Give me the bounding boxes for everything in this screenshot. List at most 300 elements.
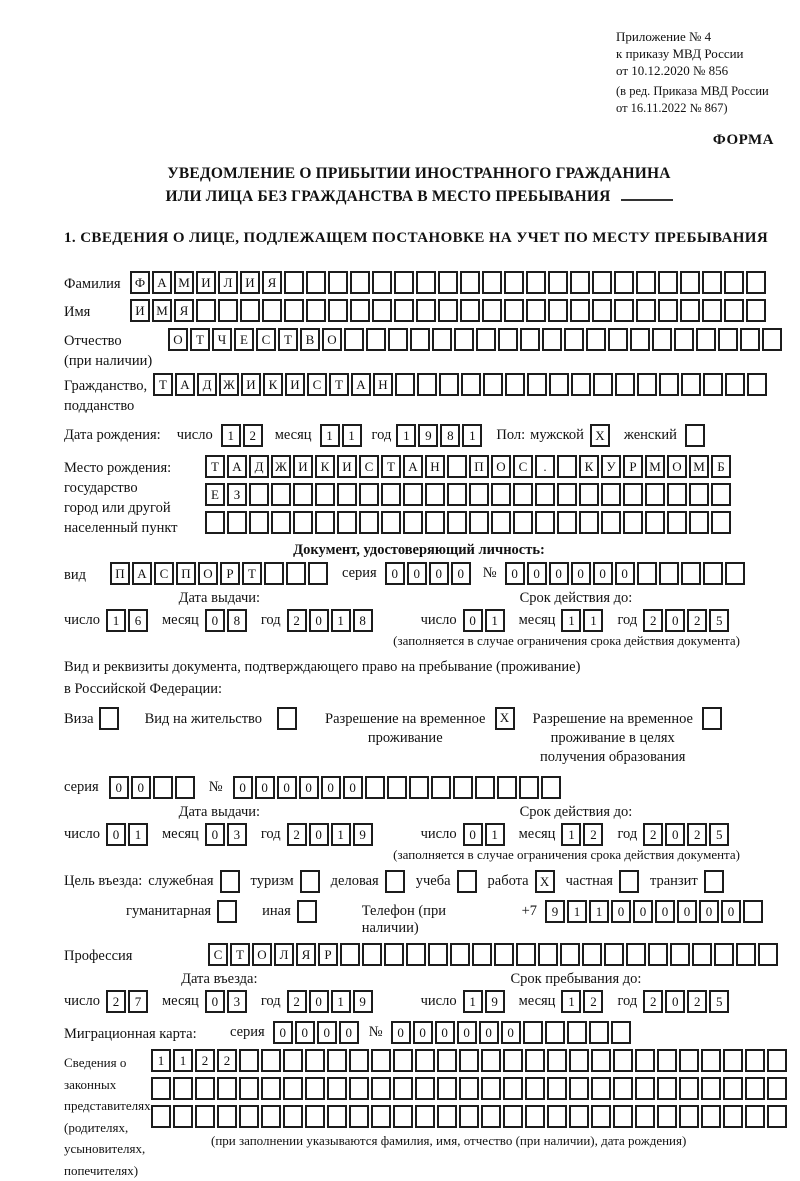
char-cell[interactable] (567, 1021, 587, 1044)
char-cell[interactable] (523, 1021, 543, 1044)
char-cell[interactable]: 1 (331, 823, 351, 846)
char-cell[interactable] (240, 299, 260, 322)
char-cell[interactable]: 7 (128, 990, 148, 1013)
char-cell[interactable] (592, 271, 612, 294)
char-cell[interactable]: А (227, 455, 247, 478)
char-cell[interactable]: 1 (485, 823, 505, 846)
char-cell[interactable]: Д (197, 373, 217, 396)
char-cell[interactable] (636, 299, 656, 322)
char-cell[interactable] (747, 373, 767, 396)
char-cell[interactable]: С (513, 455, 533, 478)
char-cell[interactable]: . (535, 455, 555, 478)
char-cell[interactable] (328, 271, 348, 294)
char-cell[interactable] (746, 299, 766, 322)
char-cell[interactable] (447, 455, 467, 478)
char-cell[interactable]: 1 (561, 990, 581, 1013)
char-cell[interactable] (613, 1105, 633, 1128)
char-cell[interactable] (503, 1105, 523, 1128)
char-cell[interactable] (428, 943, 448, 966)
char-cell[interactable] (579, 483, 599, 506)
char-cell[interactable]: А (132, 562, 152, 585)
char-cell[interactable] (614, 299, 634, 322)
char-cell[interactable] (388, 328, 408, 351)
char-cell[interactable] (173, 1105, 193, 1128)
char-cell[interactable] (723, 1077, 743, 1100)
char-cell[interactable]: Б (711, 455, 731, 478)
char-cell[interactable]: 9 (418, 424, 438, 447)
char-cell[interactable]: 3 (227, 990, 247, 1013)
char-cell[interactable] (526, 271, 546, 294)
char-cell[interactable]: 1 (463, 990, 483, 1013)
char-cell[interactable] (457, 870, 477, 893)
char-cell[interactable]: 1 (485, 609, 505, 632)
char-cell[interactable] (670, 943, 690, 966)
char-cell[interactable] (371, 1077, 391, 1100)
char-cell[interactable] (337, 511, 357, 534)
char-cell[interactable]: П (110, 562, 130, 585)
char-cell[interactable] (740, 328, 760, 351)
char-cell[interactable] (249, 483, 269, 506)
char-cell[interactable] (680, 271, 700, 294)
char-cell[interactable] (513, 511, 533, 534)
char-cell[interactable] (659, 562, 679, 585)
char-cell[interactable] (689, 511, 709, 534)
char-cell[interactable]: 0 (391, 1021, 411, 1044)
char-cell[interactable] (283, 1049, 303, 1072)
char-cell[interactable] (469, 483, 489, 506)
char-cell[interactable] (293, 483, 313, 506)
char-cell[interactable] (591, 1077, 611, 1100)
char-cell[interactable] (569, 1049, 589, 1072)
char-cell[interactable]: 0 (205, 823, 225, 846)
char-cell[interactable]: 0 (435, 1021, 455, 1044)
char-cell[interactable]: О (168, 328, 188, 351)
char-cell[interactable] (648, 943, 668, 966)
char-cell[interactable]: Д (249, 455, 269, 478)
char-cell[interactable] (217, 1105, 237, 1128)
char-cell[interactable] (503, 1049, 523, 1072)
char-cell[interactable] (657, 1077, 677, 1100)
char-cell[interactable]: Р (220, 562, 240, 585)
char-cell[interactable]: 0 (407, 562, 427, 585)
char-cell[interactable] (692, 943, 712, 966)
char-cell[interactable]: И (285, 373, 305, 396)
char-cell[interactable] (284, 271, 304, 294)
char-cell[interactable] (365, 776, 385, 799)
char-cell[interactable] (569, 1105, 589, 1128)
char-cell[interactable] (410, 328, 430, 351)
char-cell[interactable]: 8 (227, 609, 247, 632)
char-cell[interactable] (548, 299, 568, 322)
char-cell[interactable]: 0 (317, 1021, 337, 1044)
char-cell[interactable] (459, 1077, 479, 1100)
char-cell[interactable] (403, 483, 423, 506)
char-cell[interactable]: 0 (109, 776, 129, 799)
char-cell[interactable] (227, 511, 247, 534)
char-cell[interactable] (696, 328, 716, 351)
char-cell[interactable]: 0 (721, 900, 741, 923)
char-cell[interactable] (570, 271, 590, 294)
char-cell[interactable]: 0 (633, 900, 653, 923)
char-cell[interactable] (736, 943, 756, 966)
char-cell[interactable] (745, 1105, 765, 1128)
char-cell[interactable] (723, 1105, 743, 1128)
char-cell[interactable] (724, 271, 744, 294)
char-cell[interactable] (701, 1077, 721, 1100)
char-cell[interactable] (359, 483, 379, 506)
char-cell[interactable]: 0 (309, 609, 329, 632)
char-cell[interactable] (548, 271, 568, 294)
char-cell[interactable] (718, 328, 738, 351)
char-cell[interactable] (645, 483, 665, 506)
char-cell[interactable] (626, 943, 646, 966)
char-cell[interactable]: Е (234, 328, 254, 351)
char-cell[interactable]: М (645, 455, 665, 478)
char-cell[interactable]: Я (174, 299, 194, 322)
char-cell[interactable] (453, 776, 473, 799)
char-cell[interactable] (525, 1105, 545, 1128)
char-cell[interactable] (560, 943, 580, 966)
char-cell[interactable] (557, 483, 577, 506)
char-cell[interactable] (153, 776, 173, 799)
char-cell[interactable] (481, 1105, 501, 1128)
char-cell[interactable] (703, 373, 723, 396)
char-cell[interactable]: П (469, 455, 489, 478)
char-cell[interactable] (151, 1077, 171, 1100)
char-cell[interactable] (220, 870, 240, 893)
char-cell[interactable]: 2 (643, 823, 663, 846)
char-cell[interactable] (591, 1105, 611, 1128)
char-cell[interactable] (703, 562, 723, 585)
char-cell[interactable] (582, 943, 602, 966)
char-cell[interactable] (547, 1105, 567, 1128)
char-cell[interactable] (592, 299, 612, 322)
char-cell[interactable] (337, 483, 357, 506)
char-cell[interactable] (217, 900, 237, 923)
char-cell[interactable] (409, 776, 429, 799)
char-cell[interactable]: 1 (561, 609, 581, 632)
char-cell[interactable]: И (196, 271, 216, 294)
char-cell[interactable]: 0 (457, 1021, 477, 1044)
char-cell[interactable] (701, 1105, 721, 1128)
char-cell[interactable] (371, 1105, 391, 1128)
char-cell[interactable]: И (130, 299, 150, 322)
char-cell[interactable] (591, 1049, 611, 1072)
char-cell[interactable]: 2 (643, 609, 663, 632)
char-cell[interactable] (415, 1105, 435, 1128)
char-cell[interactable] (482, 299, 502, 322)
char-cell[interactable]: 2 (243, 424, 263, 447)
char-cell[interactable]: 1 (331, 609, 351, 632)
char-cell[interactable]: Т (329, 373, 349, 396)
char-cell[interactable] (472, 943, 492, 966)
char-cell[interactable]: Н (425, 455, 445, 478)
char-cell[interactable]: 2 (195, 1049, 215, 1072)
char-cell[interactable] (542, 328, 562, 351)
char-cell[interactable]: 1 (128, 823, 148, 846)
char-cell[interactable] (681, 373, 701, 396)
char-cell[interactable] (549, 373, 569, 396)
char-cell[interactable] (503, 1077, 523, 1100)
char-cell[interactable] (519, 776, 539, 799)
char-cell[interactable] (702, 271, 722, 294)
char-cell[interactable]: 5 (709, 823, 729, 846)
char-cell[interactable] (746, 271, 766, 294)
char-cell[interactable] (635, 1105, 655, 1128)
char-cell[interactable]: 0 (615, 562, 635, 585)
char-cell[interactable] (417, 373, 437, 396)
char-cell[interactable] (403, 511, 423, 534)
char-cell[interactable] (362, 943, 382, 966)
char-cell[interactable] (406, 943, 426, 966)
char-cell[interactable] (481, 1077, 501, 1100)
char-cell[interactable] (674, 328, 694, 351)
char-cell[interactable]: 2 (106, 990, 126, 1013)
char-cell[interactable] (394, 299, 414, 322)
char-cell[interactable] (454, 328, 474, 351)
char-cell[interactable]: У (601, 455, 621, 478)
char-cell[interactable] (516, 943, 536, 966)
char-cell[interactable]: 2 (687, 609, 707, 632)
char-cell[interactable] (767, 1105, 787, 1128)
char-cell[interactable] (743, 900, 763, 923)
char-cell[interactable]: 1 (561, 823, 581, 846)
char-cell[interactable]: 3 (227, 823, 247, 846)
char-cell[interactable] (381, 483, 401, 506)
char-cell[interactable]: М (689, 455, 709, 478)
char-cell[interactable] (450, 943, 470, 966)
char-cell[interactable] (538, 943, 558, 966)
char-cell[interactable] (393, 1105, 413, 1128)
char-cell[interactable]: 0 (295, 1021, 315, 1044)
char-cell[interactable]: К (263, 373, 283, 396)
char-cell[interactable]: С (154, 562, 174, 585)
char-cell[interactable] (637, 373, 657, 396)
char-cell[interactable] (579, 511, 599, 534)
char-cell[interactable] (547, 1049, 567, 1072)
char-cell[interactable] (680, 299, 700, 322)
char-cell[interactable] (704, 870, 724, 893)
char-cell[interactable]: Т (381, 455, 401, 478)
char-cell[interactable] (239, 1077, 259, 1100)
char-cell[interactable] (685, 424, 705, 447)
char-cell[interactable]: Т (278, 328, 298, 351)
char-cell[interactable]: 0 (309, 990, 329, 1013)
char-cell[interactable] (305, 1049, 325, 1072)
char-cell[interactable] (261, 1077, 281, 1100)
char-cell[interactable]: 2 (217, 1049, 237, 1072)
char-cell[interactable] (505, 373, 525, 396)
char-cell[interactable]: 0 (205, 609, 225, 632)
char-cell[interactable]: 0 (106, 823, 126, 846)
char-cell[interactable] (527, 373, 547, 396)
char-cell[interactable] (196, 299, 216, 322)
char-cell[interactable] (689, 483, 709, 506)
char-cell[interactable]: 2 (583, 823, 603, 846)
char-cell[interactable] (525, 1049, 545, 1072)
char-cell[interactable] (657, 1049, 677, 1072)
char-cell[interactable] (315, 483, 335, 506)
char-cell[interactable]: 1 (583, 609, 603, 632)
char-cell[interactable] (513, 483, 533, 506)
char-cell[interactable]: Ж (271, 455, 291, 478)
char-cell[interactable]: 0 (611, 900, 631, 923)
char-cell[interactable] (504, 271, 524, 294)
char-cell[interactable] (762, 328, 782, 351)
char-cell[interactable]: 1 (462, 424, 482, 447)
char-cell[interactable]: X (590, 424, 610, 447)
char-cell[interactable] (725, 373, 745, 396)
char-cell[interactable]: Т (190, 328, 210, 351)
char-cell[interactable] (393, 1077, 413, 1100)
char-cell[interactable] (767, 1049, 787, 1072)
char-cell[interactable]: 5 (709, 990, 729, 1013)
char-cell[interactable] (658, 271, 678, 294)
char-cell[interactable] (217, 1077, 237, 1100)
char-cell[interactable]: 0 (505, 562, 525, 585)
char-cell[interactable]: 0 (233, 776, 253, 799)
char-cell[interactable]: С (307, 373, 327, 396)
char-cell[interactable] (395, 373, 415, 396)
char-cell[interactable]: Т (205, 455, 225, 478)
char-cell[interactable] (359, 511, 379, 534)
char-cell[interactable]: Л (218, 271, 238, 294)
char-cell[interactable]: 0 (571, 562, 591, 585)
char-cell[interactable]: Т (230, 943, 250, 966)
char-cell[interactable] (306, 299, 326, 322)
char-cell[interactable] (271, 511, 291, 534)
char-cell[interactable] (635, 1077, 655, 1100)
char-cell[interactable] (385, 870, 405, 893)
char-cell[interactable]: 0 (255, 776, 275, 799)
char-cell[interactable] (249, 511, 269, 534)
char-cell[interactable] (261, 1105, 281, 1128)
char-cell[interactable] (535, 483, 555, 506)
char-cell[interactable] (569, 1077, 589, 1100)
char-cell[interactable] (526, 299, 546, 322)
char-cell[interactable]: М (174, 271, 194, 294)
char-cell[interactable] (520, 328, 540, 351)
char-cell[interactable] (645, 511, 665, 534)
char-cell[interactable] (286, 562, 306, 585)
char-cell[interactable]: К (579, 455, 599, 478)
char-cell[interactable] (262, 299, 282, 322)
char-cell[interactable]: 1 (589, 900, 609, 923)
char-cell[interactable] (630, 328, 650, 351)
char-cell[interactable] (636, 271, 656, 294)
char-cell[interactable] (283, 1077, 303, 1100)
char-cell[interactable]: И (241, 373, 261, 396)
char-cell[interactable]: О (198, 562, 218, 585)
char-cell[interactable]: В (300, 328, 320, 351)
char-cell[interactable]: А (152, 271, 172, 294)
char-cell[interactable] (437, 1049, 457, 1072)
char-cell[interactable] (460, 271, 480, 294)
char-cell[interactable] (195, 1105, 215, 1128)
char-cell[interactable] (614, 271, 634, 294)
char-cell[interactable] (476, 328, 496, 351)
char-cell[interactable]: Ч (212, 328, 232, 351)
char-cell[interactable] (679, 1049, 699, 1072)
char-cell[interactable] (767, 1077, 787, 1100)
char-cell[interactable] (679, 1077, 699, 1100)
char-cell[interactable] (619, 870, 639, 893)
char-cell[interactable] (469, 511, 489, 534)
char-cell[interactable] (344, 328, 364, 351)
char-cell[interactable]: 0 (205, 990, 225, 1013)
char-cell[interactable]: 0 (665, 823, 685, 846)
char-cell[interactable] (593, 373, 613, 396)
char-cell[interactable] (239, 1105, 259, 1128)
char-cell[interactable]: А (175, 373, 195, 396)
char-cell[interactable]: 0 (429, 562, 449, 585)
char-cell[interactable]: 0 (699, 900, 719, 923)
char-cell[interactable] (349, 1077, 369, 1100)
char-cell[interactable] (350, 299, 370, 322)
char-cell[interactable] (608, 328, 628, 351)
char-cell[interactable] (758, 943, 778, 966)
char-cell[interactable]: И (240, 271, 260, 294)
char-cell[interactable] (657, 1105, 677, 1128)
char-cell[interactable] (702, 299, 722, 322)
char-cell[interactable]: 0 (339, 1021, 359, 1044)
char-cell[interactable] (381, 511, 401, 534)
char-cell[interactable] (601, 483, 621, 506)
char-cell[interactable]: 2 (287, 990, 307, 1013)
char-cell[interactable] (437, 1105, 457, 1128)
char-cell[interactable]: 0 (273, 1021, 293, 1044)
char-cell[interactable]: С (359, 455, 379, 478)
char-cell[interactable]: 0 (527, 562, 547, 585)
char-cell[interactable]: 2 (287, 609, 307, 632)
char-cell[interactable] (284, 299, 304, 322)
char-cell[interactable] (387, 776, 407, 799)
char-cell[interactable]: 0 (309, 823, 329, 846)
char-cell[interactable] (327, 1049, 347, 1072)
char-cell[interactable]: 2 (287, 823, 307, 846)
char-cell[interactable] (725, 562, 745, 585)
char-cell[interactable]: 9 (353, 823, 373, 846)
char-cell[interactable] (498, 328, 518, 351)
char-cell[interactable] (481, 1049, 501, 1072)
char-cell[interactable]: 0 (343, 776, 363, 799)
char-cell[interactable] (340, 943, 360, 966)
char-cell[interactable] (315, 511, 335, 534)
char-cell[interactable] (589, 1021, 609, 1044)
char-cell[interactable] (667, 483, 687, 506)
char-cell[interactable]: 0 (463, 823, 483, 846)
char-cell[interactable] (615, 373, 635, 396)
char-cell[interactable] (372, 271, 392, 294)
char-cell[interactable]: С (208, 943, 228, 966)
char-cell[interactable] (461, 373, 481, 396)
char-cell[interactable] (308, 562, 328, 585)
char-cell[interactable] (557, 511, 577, 534)
char-cell[interactable] (613, 1077, 633, 1100)
char-cell[interactable]: X (495, 707, 515, 730)
char-cell[interactable] (366, 328, 386, 351)
char-cell[interactable] (438, 271, 458, 294)
char-cell[interactable] (491, 511, 511, 534)
char-cell[interactable] (494, 943, 514, 966)
char-cell[interactable]: Т (153, 373, 173, 396)
char-cell[interactable]: А (403, 455, 423, 478)
char-cell[interactable]: Л (274, 943, 294, 966)
char-cell[interactable]: А (351, 373, 371, 396)
char-cell[interactable] (447, 483, 467, 506)
char-cell[interactable]: 9 (485, 990, 505, 1013)
char-cell[interactable] (349, 1105, 369, 1128)
